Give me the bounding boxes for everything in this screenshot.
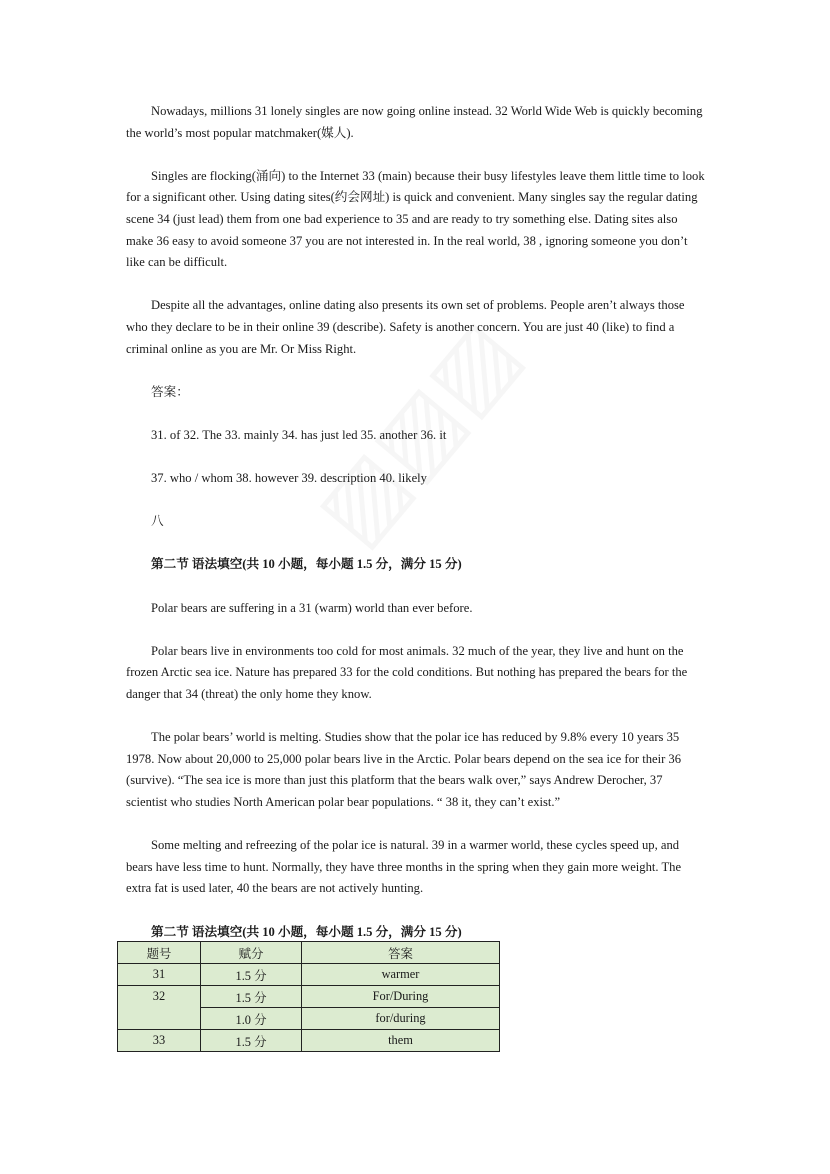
text-line: bears have less time to hunt. Normally, they have three months in the spring when they gain more weight. The <box>126 859 682 874</box>
cell-answer: warmer <box>302 964 500 986</box>
header-number: 题号 <box>118 942 201 964</box>
text-line: Despite all the advantages, online dating also presents its own set of problems. People aren’t always those <box>151 298 685 313</box>
paragraph <box>126 101 716 144</box>
text-line: extra fat is used later, 40 the bears are not actively hunting. <box>126 881 424 896</box>
cell-number: 33 <box>118 1030 201 1052</box>
text-line: make 36 easy to avoid someone 37 you are not interested in. In the real world, 38 , ignoring someone you don’t <box>126 233 688 248</box>
cell-score: 1.5 分 <box>201 986 302 1008</box>
section-heading <box>126 922 716 944</box>
paragraph <box>126 295 716 360</box>
text-line: 31. of 32. The 33. mainly 34. has just led 35. another 36. it <box>151 427 447 442</box>
header-answer: 答案 <box>302 942 500 964</box>
answer-table <box>117 941 500 1052</box>
cell-answer: them <box>302 1030 500 1052</box>
cell-score: 1.0 分 <box>201 1008 302 1030</box>
cell-number: 31 <box>118 964 201 986</box>
text-line: 八 <box>151 514 164 529</box>
paragraph <box>126 166 716 274</box>
text-line: criminal online as you are Mr. Or Miss Right. <box>126 341 357 356</box>
cell-number: 32 <box>118 986 201 1030</box>
table-row <box>118 986 500 1008</box>
document-body <box>126 101 716 965</box>
paragraph <box>126 727 716 813</box>
cell-answer: For/During <box>302 986 500 1008</box>
text-line: The polar bears’ world is melting. Studies show that the polar ice has reduced by 9.8% every 10 years 35 <box>151 730 680 745</box>
text-line: the world’s most popular matchmaker(媒人). <box>126 125 354 140</box>
text-line: danger that 34 (threat) the only home they know. <box>126 687 372 702</box>
cell-score: 1.5 分 <box>201 1030 302 1052</box>
section-heading <box>126 554 716 576</box>
header-score: 赋分 <box>201 942 302 964</box>
text-line: like can be difficult. <box>126 255 228 270</box>
text-line: 37. who / whom 38. however 39. description 40. likely <box>151 471 427 486</box>
cell-answer: for/during <box>302 1008 500 1030</box>
table-header-row <box>118 942 500 964</box>
text-line: Singles are flocking(涌向) to the Internet 33 (main) because their busy lifestyles leave them little time to look <box>151 168 705 183</box>
text-line: Some melting and refreezing of the polar ice is natural. 39 in a warmer world, these cycles speed up, and <box>151 838 680 853</box>
text-line: scientist who studies North American polar bear populations. “ 38 it, they can’t exist.” <box>126 795 561 809</box>
text-line: Polar bears live in environments too cold for most animals. 32 much of the year, they live and hunt on the <box>151 643 684 658</box>
paragraph <box>126 425 716 447</box>
paragraph <box>126 468 716 490</box>
text-line: Polar bears are suffering in a 31 (warm) world than ever before. <box>151 600 473 615</box>
text-line: (survive). “The sea ice is more than just this platform that the bears walk over,” says Andrew Derocher, 37 <box>126 773 663 788</box>
paragraph <box>126 382 716 404</box>
table-row <box>118 964 500 986</box>
paragraph <box>126 511 716 533</box>
text-line: 第二节 语法填空(共 10 小题，每小题 1.5 分，满分 15 分) <box>151 924 462 939</box>
paragraph <box>126 641 716 706</box>
text-line: for a significant other. Using dating sites(约会网址) is quick and convenient. Many singles say the regular dating <box>126 190 698 205</box>
text-line: who they declare to be in their online 39 (describe). Safety is another concern. You are just 40 (like) to find a <box>126 319 675 334</box>
text-line: frozen Arctic sea ice. Nature has prepared 33 for the cold conditions. But nothing has prepared the bears for the <box>126 665 688 680</box>
text-line: 答案： <box>151 384 189 399</box>
text-line: 第二节 语法填空(共 10 小题，每小题 1.5 分，满分 15 分) <box>151 557 462 572</box>
text-line: 1978. Now about 20,000 to 25,000 polar bears live in the Arctic. Polar bears depend on the sea ice for their 36 <box>126 751 682 766</box>
text-line: scene 34 (just lead) them from one bad experience to 35 and are ready to try something else. Dating sites also <box>126 211 678 226</box>
text-line: Nowadays, millions 31 lonely singles are now going online instead. 32 World Wide Web is quickly becoming <box>151 104 703 118</box>
paragraph <box>126 598 716 620</box>
table-row <box>118 1030 500 1052</box>
paragraph <box>126 835 716 900</box>
cell-score: 1.5 分 <box>201 964 302 986</box>
